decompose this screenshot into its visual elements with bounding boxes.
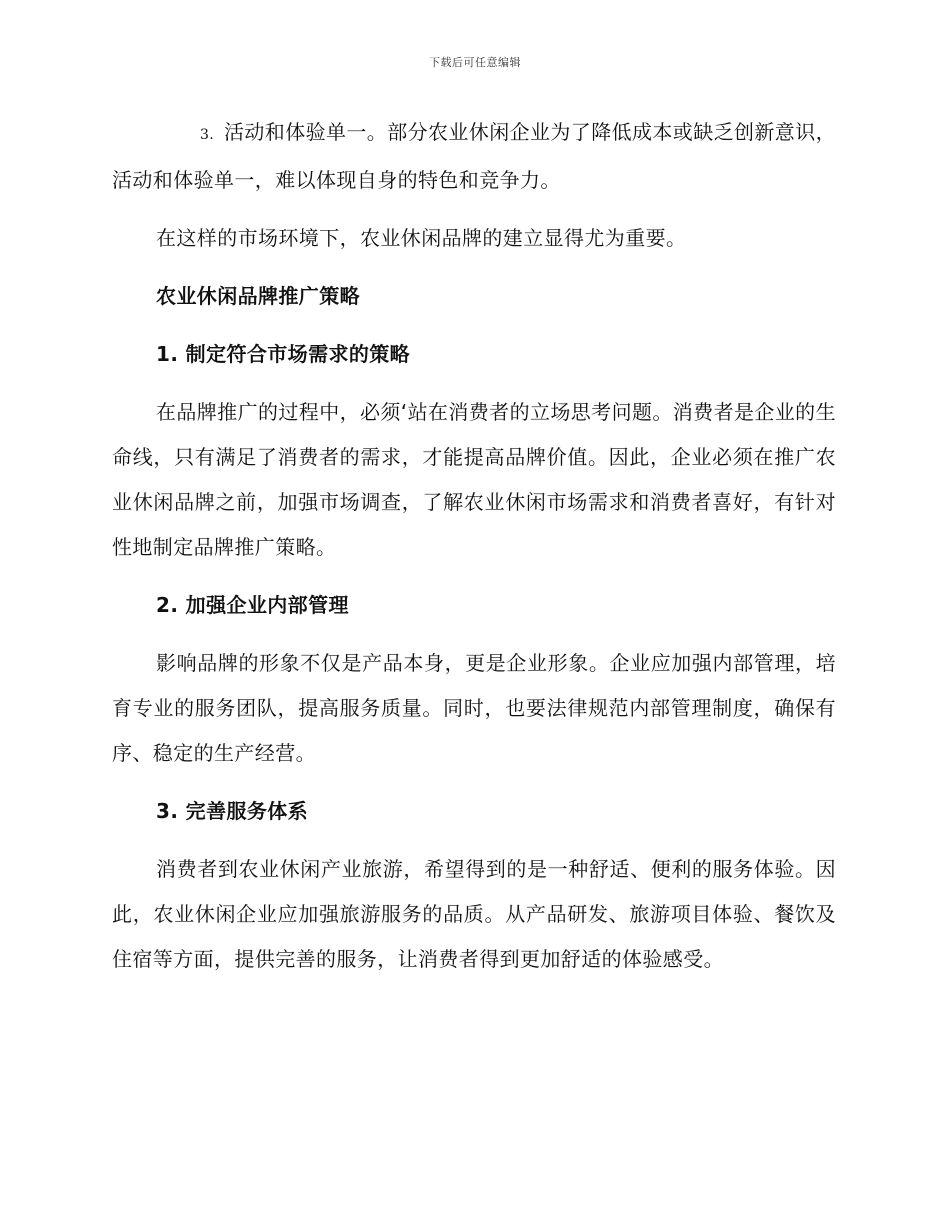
- paragraph-strategy-1: 在品牌推广的过程中，必须‘站在消费者的立场思考问题。消费者是企业的生命线，只有满足了消费者的需求，才能提高品牌价值。因此，企业必须在推广农业休闲品牌之前，加强市场调查，了解农业休闲市场需求和消费者喜好，有针对性地制定品牌推广策略。: [112, 400, 836, 559]
- paragraph-market-environment: 在这样的市场环境下，农业休闲品牌的建立显得尤为重要。: [156, 226, 687, 250]
- list-item-3: [112, 110, 836, 203]
- paragraph-strategy-2: 影响品牌的形象不仅是产品本身，更是企业形象。企业应加强内部管理，培育专业的服务团队，提高服务质量。同时，也要法律规范内部管理制度，确保有序、稳定的生产经营。: [112, 651, 836, 765]
- heading-strategy-3: 3. 完善服务体系: [156, 799, 309, 823]
- heading-strategy-1: 1. 制定符合市场需求的策略: [156, 342, 411, 366]
- document-body: [112, 110, 836, 995]
- heading-strategy-2: 2. 加强企业内部管理: [156, 593, 349, 617]
- page-header-note: 下载后可任意编辑: [429, 56, 521, 69]
- list-item-text: 活动和体验单一。部分农业休闲企业为了降低成本或缺乏创新意识，活动和体验单一，难以体现自身的特色和竞争力。: [112, 120, 836, 192]
- list-item-number: 3.: [200, 127, 215, 143]
- section-title: 农业休闲品牌推广策略: [156, 284, 360, 308]
- paragraph-strategy-3: 消费者到农业休闲产业旅游，希望得到的是一种舒适、便利的服务体验。因此，农业休闲企业应加强旅游服务的品质。从产品研发、旅游项目体验、餐饮及住宿等方面，提供完善的服务，让消费者得到更加舒适的体验感受。: [112, 857, 836, 971]
